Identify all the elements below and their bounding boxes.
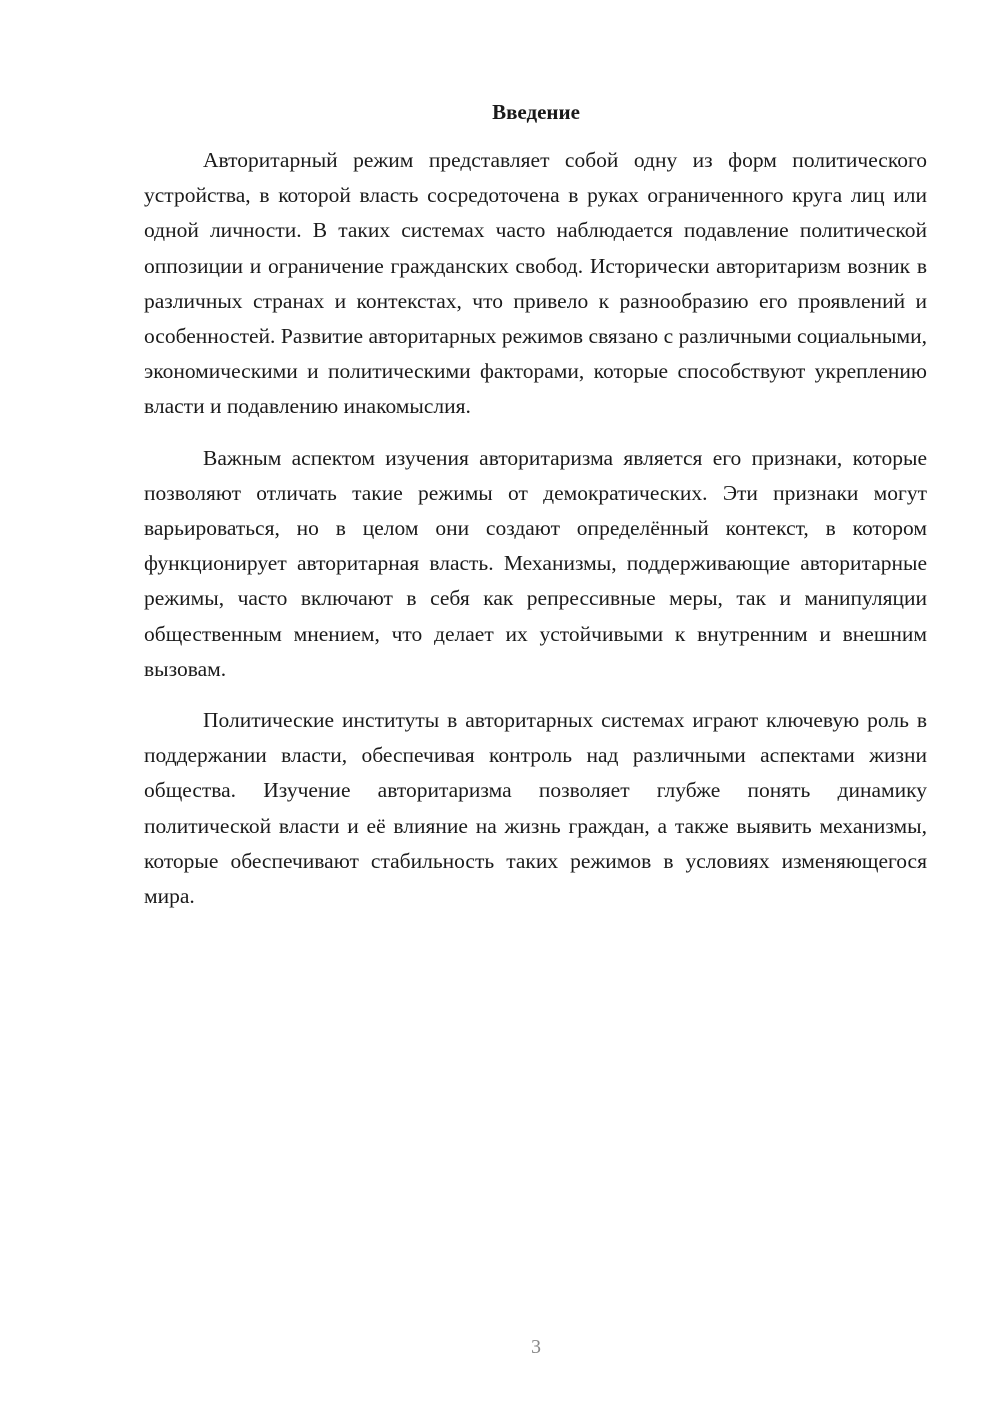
paragraph-1: Авторитарный режим представляет собой одну из форм политического устройства, в которой власть сосредоточена в руках ограниченного круга лиц или одной личности. В таких системах часто наблюдается подавление политической оппозиции и ограничение гражданских свобод. Исторически авторитаризм возник в различных странах и контекстах, что привело к разнообразию его проявлений и особенностей. Развитие авторитарных режимов связано с различными социальными, экономическими и политическими факторами, которые способствуют укреплению власти и подавлению инакомыслия. <box>144 148 927 419</box>
paragraph-3: Политические институты в авторитарных системах играют ключевую роль в поддержании власти, обеспечивая контроль над различными аспектами жизни общества. Изучение авторитаризма позволяет глубже понять динамику политической власти и её влияние на жизнь граждан, а также выявить механизмы, которые обеспечивают стабильность таких режимов в условиях изменяющегося мира. <box>144 708 927 909</box>
body-text <box>144 143 927 914</box>
paragraph-2: Важным аспектом изучения авторитаризма является его признаки, которые позволяют отличать такие режимы от демократических. Эти признаки могут варьироваться, но в целом они создают определённый контекст, в котором функционирует авторитарная власть. Механизмы, поддерживающие авторитарные режимы, часто включают в себя как репрессивные меры, так и манипуляции общественным мнением, что делает их устойчивыми к внутренним и внешним вызовам. <box>144 445 927 681</box>
page-number: 3 <box>531 1336 541 1358</box>
section-heading: Введение <box>492 100 580 124</box>
